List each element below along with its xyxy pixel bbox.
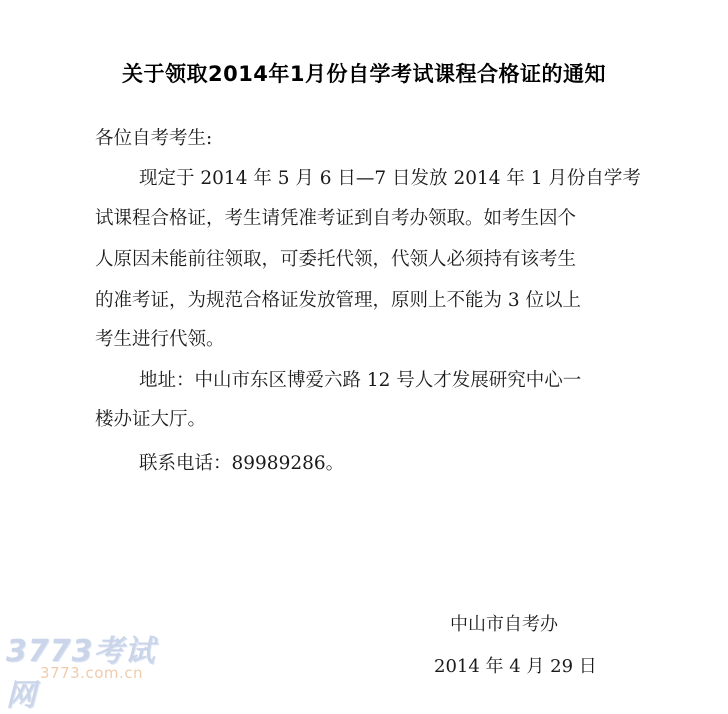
- body-line-4: 的准考证，为规范合格证发放管理，原则上不能为 3 位以上: [95, 290, 582, 311]
- watermark-url-text: 3773.com.cn: [40, 664, 143, 682]
- signature-org: 中山市自考办: [450, 614, 558, 635]
- body-line-5: 考生进行代领。: [95, 329, 225, 350]
- notice-title: 关于领取2014年1月份自学考试课程合格证的通知: [121, 62, 607, 86]
- watermark-logo-text: 3773考试网: [6, 634, 156, 713]
- address-line-1: 地址：中山市东区博爱六路 12 号人才发展研究中心一: [139, 370, 582, 391]
- signature-date: 2014 年 4 月 29 日: [434, 656, 597, 677]
- body-line-2: 试课程合格证，考生请凭准考证到自考办领取。如考生因个: [95, 208, 577, 229]
- phone-line: 联系电话：89989286。: [139, 453, 345, 474]
- salutation: 各位自考考生:: [95, 128, 213, 149]
- body-line-1: 现定于 2014 年 5 月 6 日—7 日发放 2014 年 1 月份自学考: [139, 168, 641, 189]
- body-line-3: 人原因未能前往领取，可委托代领，代领人必须持有该考生: [95, 249, 577, 270]
- site-watermark: [6, 626, 186, 713]
- address-line-2: 楼办证大厅。: [95, 409, 207, 430]
